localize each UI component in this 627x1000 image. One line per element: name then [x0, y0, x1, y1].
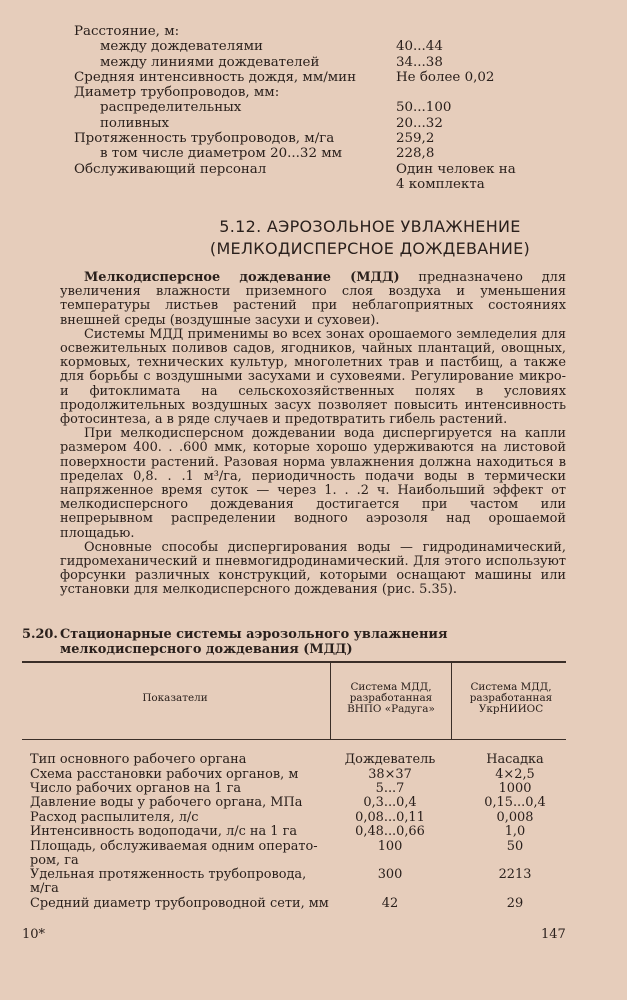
spec-label: между линиями дождевателей — [100, 54, 320, 70]
table-header-rule — [22, 739, 566, 740]
spec-label: Расстояние, м: — [74, 24, 180, 39]
table-header-col1: Показатели — [142, 692, 208, 704]
row-value-radugа: 300 — [377, 867, 403, 882]
spec-value: 259,2 — [396, 131, 435, 147]
spec-label: Диаметр трубопроводов, мм: — [74, 85, 280, 101]
spec-label: Обслуживающий персонал — [74, 161, 267, 177]
row-value-radugа: 0,3...0,4 — [363, 795, 417, 810]
table-number: 5.20. — [22, 627, 58, 642]
paragraph-4: Основные способы диспергирования воды — гидродинамический, гидромеханический и пневмогидродинамический. Для этого используют форсунки различных конструкций, которыми оснащают машины или установки для мелкодисперсного дождевания (рис. 5.35). — [60, 539, 566, 598]
row-label-line2: ром, га — [30, 853, 79, 869]
row-label-line1: Расход распылителя, л/с — [30, 810, 199, 825]
row-label-line1: Давление воды у рабочего органа, МПа — [30, 795, 303, 810]
section-body — [60, 271, 566, 598]
table-caption-line2: мелкодисперсного дождевания (МДД) — [60, 642, 353, 657]
spec-value: 50...100 — [396, 100, 452, 116]
section-title-line1: 5.12. АЭРОЗОЛЬНОЕ УВЛАЖНЕНИЕ — [219, 217, 521, 236]
spec-value: 20...32 — [396, 115, 443, 131]
col2-header-line1: Система МДД, — [350, 681, 432, 693]
spec-row — [74, 177, 594, 192]
spec-label: распределительных — [100, 100, 242, 116]
table-col-divider-2 — [451, 663, 452, 739]
table-caption — [22, 627, 562, 657]
table-header-col3 — [455, 682, 567, 715]
row-value-radugа: Дождеватель — [344, 752, 436, 767]
row-label-line1: Интенсивность водоподачи, л/с на 1 га — [30, 824, 298, 839]
spec-value — [396, 85, 594, 100]
row-label-line1: Число рабочих органов на 1 га — [30, 781, 242, 796]
spec-label: Протяженность трубопроводов, м/га — [74, 131, 335, 147]
col3-header-line1: Система МДД, — [470, 681, 552, 693]
row-value-ukrniios: 0,008 — [496, 810, 534, 825]
row-value-ukrniios: 50 — [506, 839, 524, 854]
spec-value: Не более 0,02 — [396, 69, 495, 85]
row-label-line2: м/га — [30, 881, 59, 897]
row-label — [30, 897, 330, 911]
spec-value: Один человек на — [396, 161, 516, 177]
spec-row — [74, 162, 594, 177]
spec-row — [74, 24, 594, 39]
row-value-ukrniios: 0,15...0,4 — [484, 795, 546, 810]
section-title-line2: (МЕЛКОДИСПЕРСНОЕ ДОЖДЕВАНИЕ) — [209, 239, 531, 258]
row-label — [30, 868, 330, 896]
spec-value: 34...38 — [396, 54, 443, 70]
row-value-radugа: 0,08...0,11 — [355, 810, 425, 825]
row-label-line1: Схема расстановки рабочих органов, м — [30, 767, 299, 782]
paragraph-2: Системы МДД применимы во всех зонах орошаемого земледелия для освежительных поливов садов, ягодников, чайных плантаций, овощных, кормовых, технических культур, многолетних трав и пастбищ, а также для борьбы с воздушными засухами и суховеями. Регулирование микро- и фитоклимата на сельскохозяйственных полях в условиях продолжительных воздушных засух позволяет повысить интенсивность фотосинтеза, а в ряде случаев и предотвратить гибель растений. — [60, 326, 566, 428]
row-label-line1: Удельная протяженность трубопровода, — [30, 867, 307, 882]
row-value-radugа: 38×37 — [368, 767, 412, 782]
spec-row — [74, 85, 594, 100]
paragraph-1-text: предназначено для увеличения влажности приземного слоя воздуха и уменьшения температуры листьев растений при неблагоприятных состояниях внешней среды (воздушные засухи и суховеи). — [60, 270, 566, 328]
spec-value: 228,8 — [396, 146, 435, 162]
row-value-radugа: 0,48...0,66 — [355, 824, 425, 839]
signature-mark: 10* — [22, 927, 46, 942]
spec-list — [74, 24, 594, 192]
row-value-radugа: 5...7 — [375, 781, 405, 796]
spec-label — [74, 177, 396, 192]
row-value-ukrniios: Насадка — [486, 752, 544, 767]
col3-header-line3: УкрНИИОС — [478, 703, 544, 715]
row-label — [30, 796, 330, 810]
spec-value: 40...44 — [396, 39, 443, 55]
spec-row — [74, 70, 594, 85]
table-header-col2 — [333, 682, 449, 715]
row-label — [30, 753, 330, 767]
spec-label: поливных — [100, 115, 170, 131]
row-value-ukrniios: 1,0 — [504, 824, 526, 839]
spec-label: Средняя интенсивность дождя, мм/мин — [74, 69, 357, 85]
row-label — [30, 840, 330, 868]
col2-header-line2: разработанная — [349, 692, 433, 704]
spec-row — [74, 100, 594, 115]
spec-row — [74, 131, 594, 146]
spec-row — [74, 39, 594, 54]
row-label — [30, 825, 330, 839]
row-value-ukrniios: 29 — [506, 896, 524, 911]
table-caption-line1: Стационарные системы аэрозольного увлажнения — [60, 627, 448, 642]
section-heading — [180, 216, 560, 260]
spec-value: 4 комплекта — [396, 176, 485, 192]
row-label-line1: Средний диаметр трубопроводной сети, мм — [30, 896, 329, 911]
col2-header-line3: ВНПО «Радуга» — [347, 703, 435, 715]
table-top-rule — [22, 661, 566, 663]
term-bold: Мелкодисперсное дождевание (МДД) — [84, 270, 400, 285]
row-label-line1: Тип основного рабочего органа — [30, 752, 247, 767]
row-value-ukrniios: 2213 — [498, 867, 532, 882]
row-value-radugа: 100 — [377, 839, 403, 854]
page-number: 147 — [541, 927, 566, 942]
spec-value — [396, 24, 594, 39]
row-value-ukrniios: 4×2,5 — [495, 767, 535, 782]
col3-header-line2: разработанная — [469, 692, 553, 704]
spec-label: между дождевателями — [100, 39, 263, 55]
paragraph-3: При мелкодисперсном дождевании вода диспергируется на капли размером 400. . .600 ммк, которые хорошо удерживаются на листовой поверхности растений. Разовая норма увлажнения должна находиться в пределах 0,8. . .1 м³/га, периодичность подачи воды в термически напряженное время суток — через 1. . .2 ч. Наибольший эффект от мелкодисперсного дождевания достигается при частом или непрерывном распределении водного аэрозоля над орошаемой площадью. — [60, 426, 566, 541]
row-value-ukrniios: 1000 — [498, 781, 532, 796]
spec-row — [74, 55, 594, 70]
spec-row — [74, 146, 594, 161]
row-label-line1: Площадь, обслуживаемая одним операто- — [30, 839, 318, 854]
spec-row — [74, 116, 594, 131]
table-col-divider-1 — [330, 663, 331, 739]
spec-label: в том числе диаметром 20...32 мм — [100, 146, 343, 162]
paragraph-1 — [60, 271, 566, 328]
row-value-radugа: 42 — [381, 896, 399, 911]
